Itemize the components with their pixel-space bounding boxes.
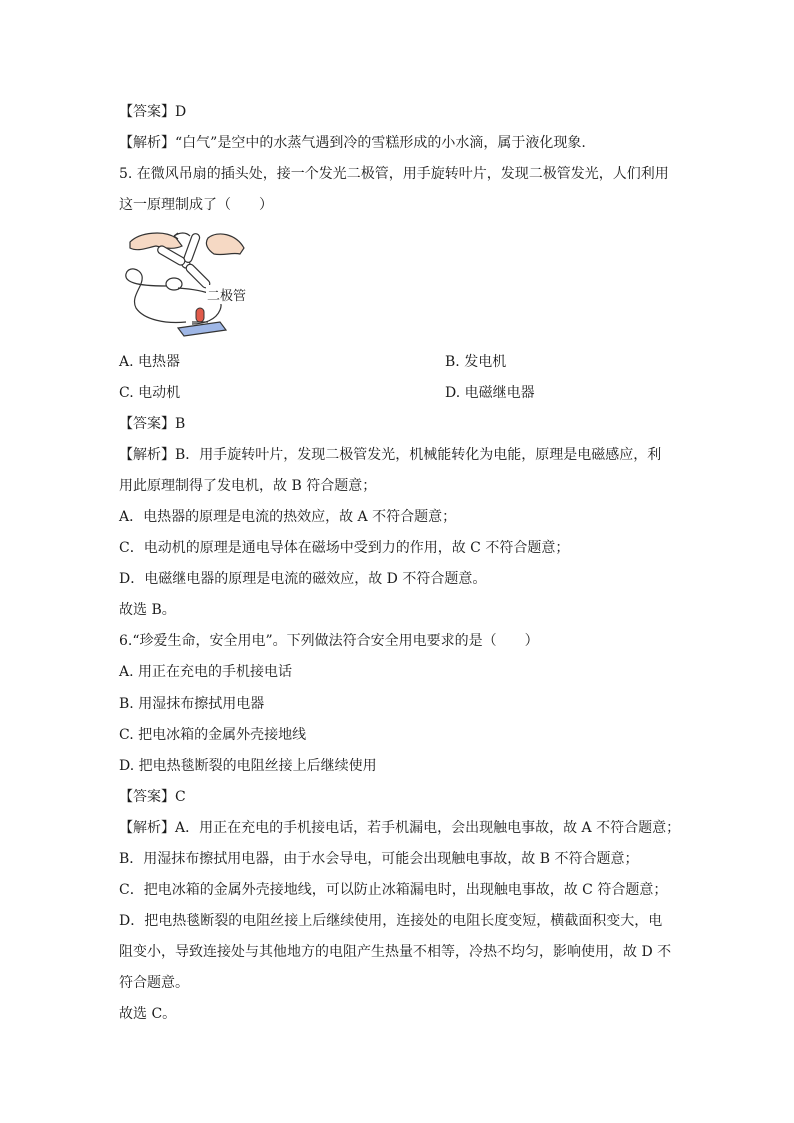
q6-stem: 6.“珍爱生命，安全用电”。下列做法符合安全用电要求的是（ ） bbox=[119, 633, 539, 649]
q6-analysis-line2: B．用湿抹布擦拭用电器，由于水会导电，可能会出现触电事故，故 B 不符合题意； bbox=[119, 851, 639, 867]
q5-analysis-line4: C．电动机的原理是通电导体在磁场中受到力的作用，故 C 不符合题意； bbox=[119, 540, 570, 556]
q6-conclusion: 故选 C。 bbox=[119, 1006, 177, 1022]
q5-option-d: D. 电磁继电器 bbox=[445, 385, 535, 401]
q6-option-d: D. 把电热毯断裂的电阻丝接上后继续使用 bbox=[119, 758, 377, 774]
fan-diode-illustration bbox=[116, 224, 256, 342]
q5-option-c: C. 电动机 bbox=[119, 385, 181, 401]
q5-stem-line2: 这一原理制成了（ ） bbox=[119, 197, 273, 213]
q4-answer: 【答案】D bbox=[119, 104, 187, 120]
q6-analysis-line5: 阻变小，导致连接处与其他地方的电阻产生热量不相等，冷热不均匀，影响使用，故 D 不 bbox=[119, 944, 672, 960]
q5-analysis-line3: A．电热器的原理是电流的热效应，故 A 不符合题意； bbox=[119, 509, 457, 525]
q6-analysis-line6: 符合题意。 bbox=[119, 975, 189, 991]
q6-analysis-line1: 【解析】A．用正在充电的手机接电话，若手机漏电，会出现触电事故，故 A 不符合题意； bbox=[119, 820, 681, 836]
q6-analysis-line3: C．把电冰箱的金属外壳接地线，可以防止冰箱漏电时，出现触电事故，故 C 符合题意； bbox=[119, 882, 668, 898]
diode-label: 二极管 bbox=[206, 285, 247, 304]
q5-analysis-line5: D．电磁继电器的原理是电流的磁效应，故 D 不符合题意。 bbox=[119, 571, 487, 587]
q5-option-a: A. 电热器 bbox=[119, 354, 181, 370]
q6-answer: 【答案】C bbox=[119, 789, 186, 805]
q6-option-b: B. 用湿抹布擦拭用电器 bbox=[119, 696, 265, 712]
q5-figure-fan-diode bbox=[116, 224, 256, 342]
q4-analysis: 【解析】“白气”是空中的水蒸气遇到冷的雪糕形成的小水滴，属于液化现象. bbox=[119, 135, 586, 151]
q5-option-b: B. 发电机 bbox=[445, 354, 507, 370]
q6-analysis-line4: D．把电热毯断裂的电阻丝接上后继续使用，连接处的电阻长度变短，横截面积变大，电 bbox=[119, 913, 663, 929]
q5-conclusion: 故选 B。 bbox=[119, 602, 176, 618]
q5-analysis-line2: 用此原理制得了发电机，故 B 符合题意； bbox=[119, 478, 377, 494]
q5-stem-line1: 5. 在微风吊扇的插头处，接一个发光二极管，用手旋转叶片，发现二极管发光，人们利用 bbox=[119, 166, 669, 182]
q5-answer: 【答案】B bbox=[119, 416, 186, 432]
q6-option-c: C. 把电冰箱的金属外壳接地线 bbox=[119, 727, 307, 743]
q6-option-a: A. 用正在充电的手机接电话 bbox=[119, 664, 293, 680]
q5-analysis-line1: 【解析】B．用手旋转叶片，发现二极管发光，机械能转化为电能，原理是电磁感应，利 bbox=[119, 447, 662, 463]
